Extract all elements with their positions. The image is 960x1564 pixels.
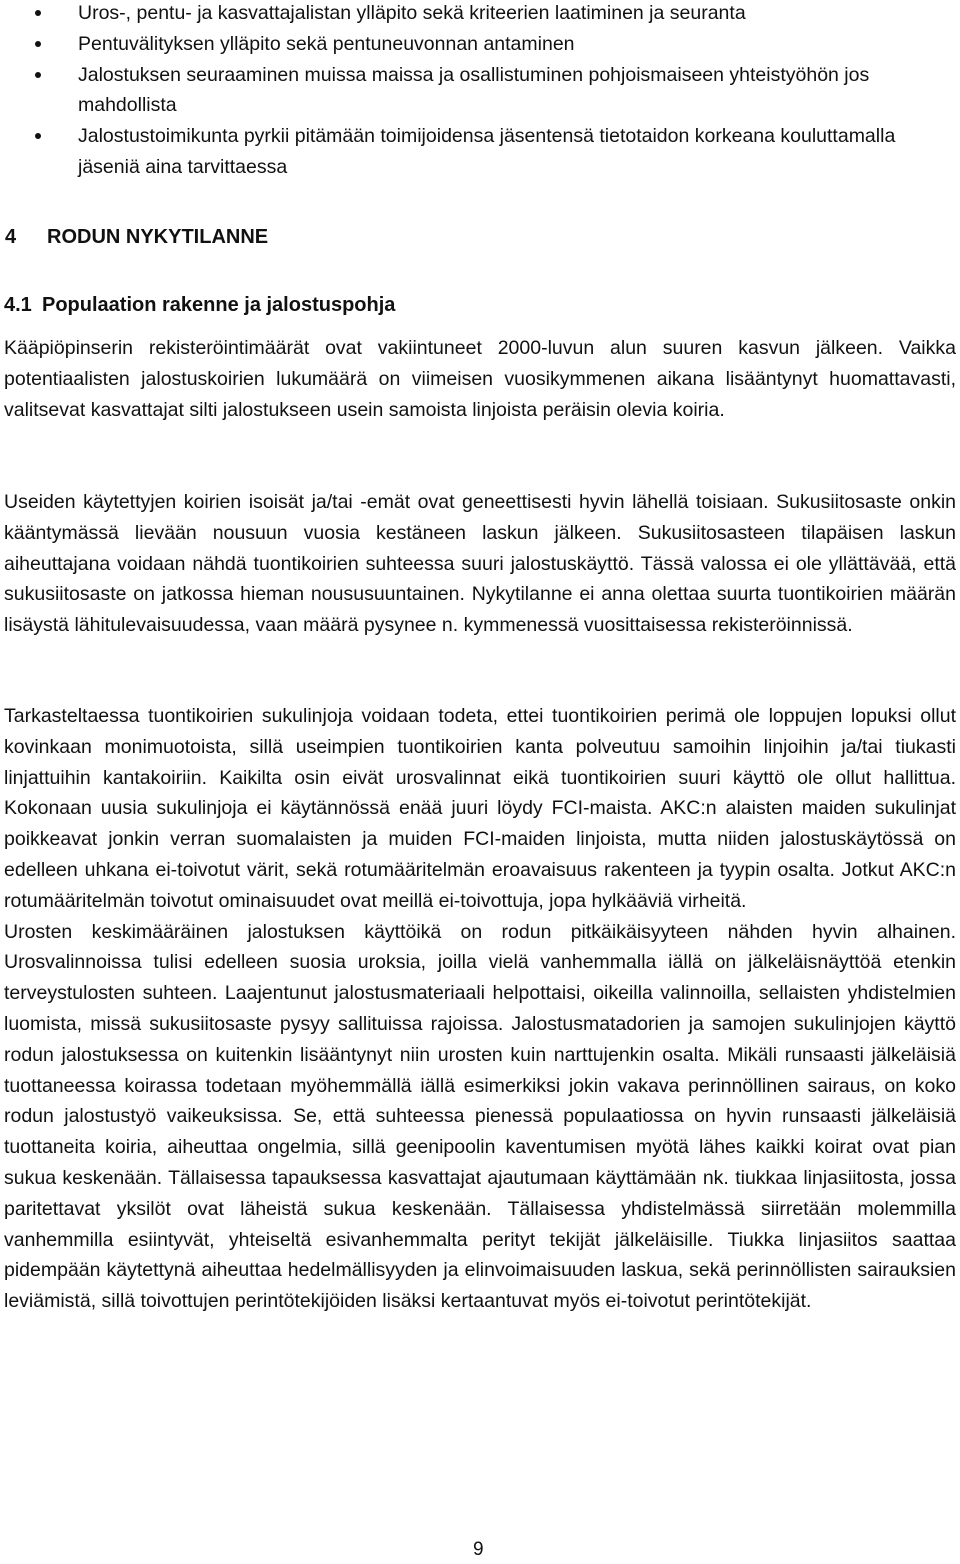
section-number: 4 bbox=[5, 226, 17, 248]
bullet-item: Pentuvälityksen ylläpito sekä pentuneuvonnan antaminen bbox=[0, 29, 955, 60]
bullet-item: Jalostuksen seuraaminen muissa maissa ja osallistuminen pohjoismaiseen yhteistyöhön jos mahdollista bbox=[0, 60, 955, 122]
bullet-item: Jalostustoimikunta pyrkii pitämään toimijoidensa jäsentensä tietotaidon korkeana kouluttamalla jäseniä aina tarvittaessa bbox=[0, 121, 955, 183]
bullet-list bbox=[0, 0, 955, 183]
section-heading bbox=[5, 222, 268, 253]
paragraph: Useiden käytettyjen koirien isoisät ja/tai -emät ovat geneettisesti hyvin lähellä toisiaan. Sukusiitosaste onkin kääntymässä lievään nousuun vuosia kestäneen laskun jälkeen. Sukusiitosasteen tilapäisen laskun aiheuttajana voidaan nähdä tuontikoirien suhteessa suuri jalostuskäyttö. Tässä valossa ei ole yllättävää, että sukusiitosaste on jatkossa hieman noususuuntainen. Nykytilanne ei anna olettaa suurta tuontikoirien määrän lisäystä lähitulevaisuudessa, vaan määrä pysynee n. kymmenessä vuosittaisessa rekisteröinnissä. bbox=[4, 491, 956, 637]
subsection-heading bbox=[4, 290, 395, 321]
subsection-number: 4.1 bbox=[4, 294, 32, 316]
paragraph: Tarkasteltaessa tuontikoirien sukulinjoja voidaan todeta, ettei tuontikoirien perimä ole loppujen lopuksi ollut kovinkaan monimuotoista, sillä useimpien tuontikoirien kanta polveutuu samoihin linjoihin ja/tai tiukasti linjattuihin kantakoiriin. Kaikilta osin eivät urosvalinnat eikä tuontikoirien suuri käyttö ole ollut hallittua. Kokonaan uusia sukulinjoja ei käytännössä enää juuri löydy FCI-maista. AKC:n alaisten maiden sukulinjat poikkeavat jonkin verran suomalaisten ja muiden FCI-maiden linjoista, mutta niiden jalostuskäytössä on edelleen uhkana ei-toivotut värit, sekä rotumääritelmän eroavaisuus rakenteen ja tyypin osalta. Jotkut AKC:n rotumääritelmän toivotut ominaisuudet ovat meillä ei-toivottuja, jopa hylkääviä virheitä. bbox=[4, 705, 956, 912]
paragraph-group bbox=[4, 701, 956, 1317]
paragraph: Kääpiöpinserin rekisteröintimäärät ovat vakiintuneet 2000-luvun alun suuren kasvun jälkeen. Vaikka potentiaalisten jalostuskoirien lukumäärä on viimeisen vuosikymmenen aikana lisääntynyt huomattavasti, valitsevat kasvattajat silti jalostukseen usein samoista linjoista peräisin olevia koiria. bbox=[4, 337, 956, 421]
subsection-title: Populaation rakenne ja jalostuspohja bbox=[42, 294, 396, 316]
section-title: RODUN NYKYTILANNE bbox=[47, 226, 269, 248]
paragraph: Urosten keskimääräinen jalostuksen käyttöikä on rodun pitkäikäisyyteen nähden hyvin alhainen. Urosvalinnoissa tulisi edelleen suosia uroksia, joilla vielä vanhemmalla iällä on jälkeläisnäyttöä etenkin terveystulosten suhteen. Laajentunut jalostusmateriaali helpottaisi, oikeilla valinnoilla, sellaisten yhdistelmien luomista, missä sukusiitosaste pysyy sallituissa rajoissa. Jalostusmatadorien ja samojen sukulinjojen käyttö rodun jalostuksessa on kuitenkin lisääntynyt niin urosten kuin narttujenkin osalta. Mikäli runsaasti jälkeläisiä tuottaneessa koirassa todetaan myöhemmällä iällä esimerkiksi jokin vakava perinnöllinen sairaus, on koko rodun jalostustyö vaikeuksissa. Se, että suhteessa pienessä populaatiossa on hyvin runsaasti jälkeläisiä tuottaneita koiria, aiheuttaa ongelmia, sillä geenipoolin kaventumisen myötä lähes kaikki koirat ovat pian sukua keskenään. Tällaisessa tapauksessa kasvattajat ajautumaan käyttämään nk. tiukkaa linjasiitosta, jossa paritettavat yksilöt ovat läheistä sukua keskenään. Tällaisessa yhdistelmässä siirretään molemmilla vanhemmilla esiintyvät, yhteiseltä esivanhemmalta perityt tekijät jälkeläisille. Tiukka linjasiitos saattaa pidempään käytettynä aiheuttaa hedelmällisyyden ja elinvoimaisuuden laskua, sekä perinnöllisten sairauksien leviämistä, sillä toivottujen perintötekijöiden lisäksi kertaantuvat myös ei-toivotut perintötekijät. bbox=[4, 920, 956, 1313]
bullet-item: Uros-, pentu- ja kasvattajalistan ylläpito sekä kriteerien laatiminen ja seuranta bbox=[0, 0, 955, 29]
page-number: 9 bbox=[473, 1539, 484, 1560]
